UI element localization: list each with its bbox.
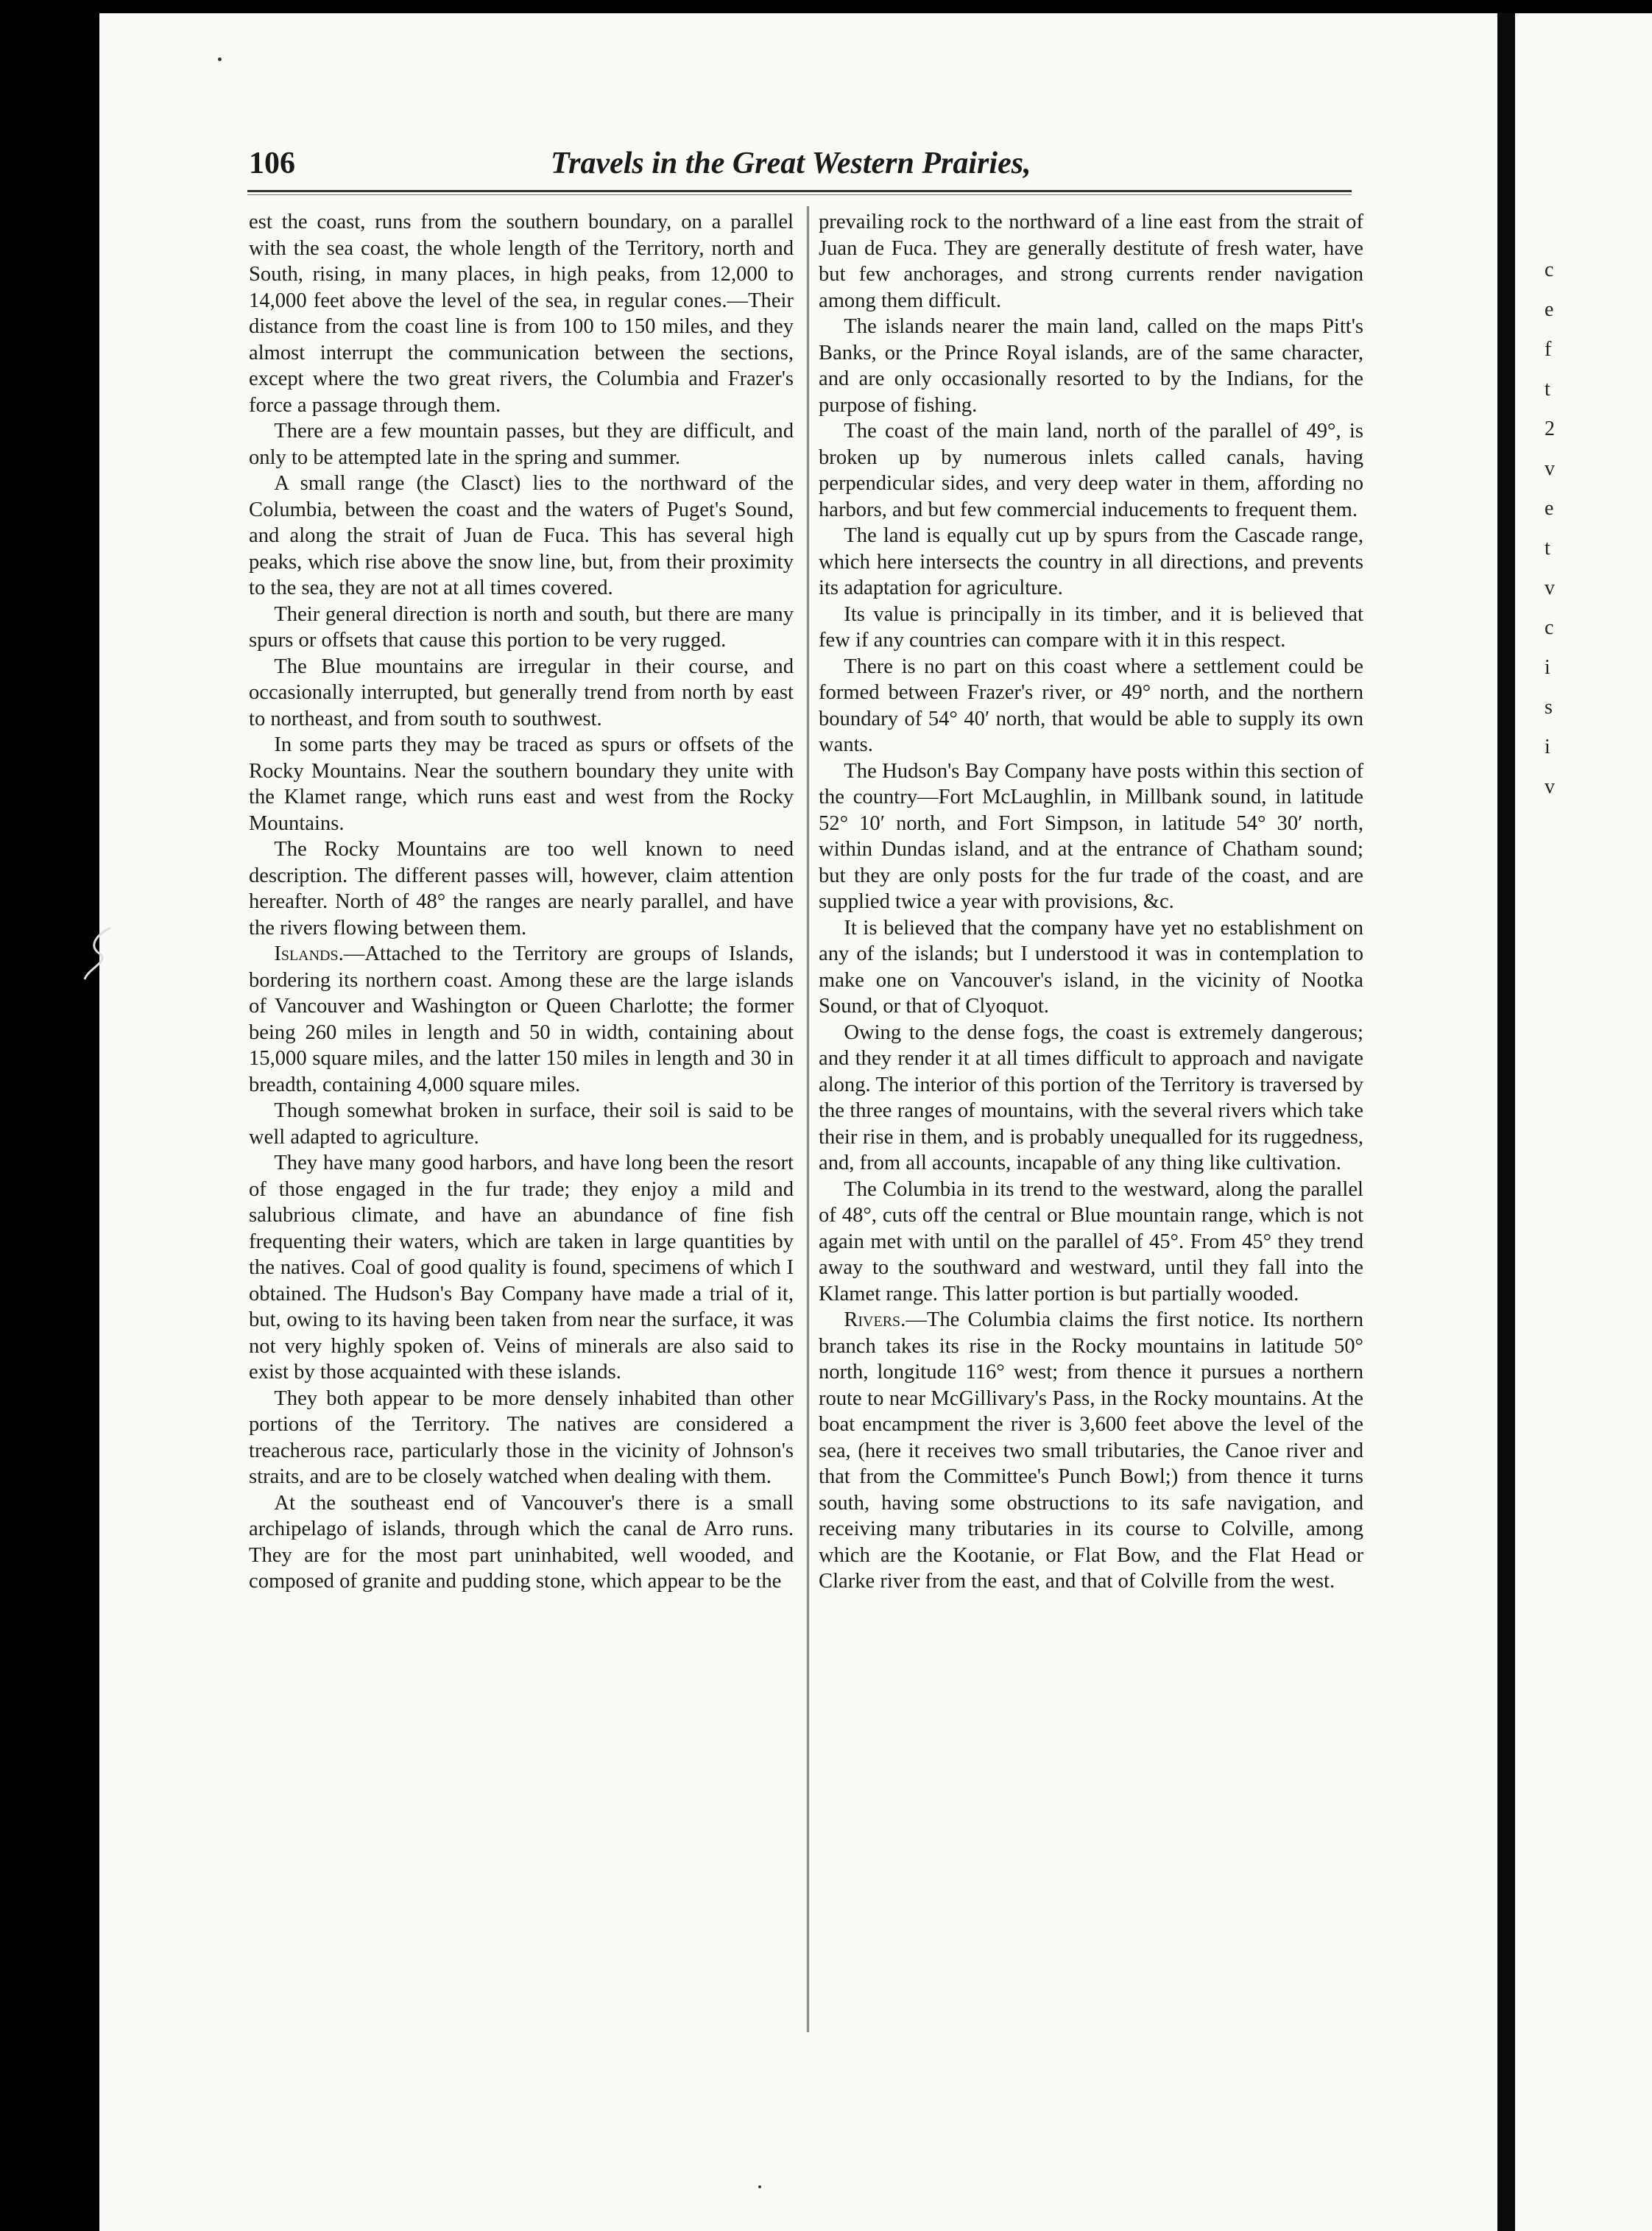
paragraph [819, 1177, 1363, 1308]
paragraph [819, 654, 1363, 758]
scan-speck [218, 57, 222, 61]
paragraph-text: prevailing rock to the northward of a line east from the strait of Juan de Fuca. They are generally destitute of fresh water, have but few anchorages, and strong currents render navigation among them difficult. [819, 211, 1363, 312]
paragraph [249, 941, 794, 1098]
margin-letter: c [1545, 258, 1554, 281]
margin-letter: 2 [1545, 417, 1555, 440]
paragraph-text: In some parts they may be traced as spurs or offsets of the Rocky Mountains. Near the southern boundary they unite with the Klamet range, which runs east and west from the Rocky Mountains. [249, 733, 794, 835]
paragraph [819, 1020, 1363, 1177]
pencil-mark [81, 924, 125, 983]
paragraph [249, 732, 794, 836]
margin-letter: i [1545, 736, 1550, 758]
paragraph-text: —Attached to the Territory are groups of Islands, bordering its northern coast. Among these are the large islands of Vancouver and Washington or Queen Charlotte; the former being 260 miles in length and 50 in width, containing about 15,000 square miles, and the latter 150 miles in length and 30 in breadth, containing 4,000 square miles. [249, 942, 794, 1096]
paragraph-text: Though somewhat broken in surface, their soil is said to be well adapted to agriculture. [249, 1099, 794, 1149]
paragraph [249, 470, 794, 602]
paragraph-text: The Blue mountains are irregular in their course, and occasionally interrupted, but generally trend from north by east to northeast, and from south to southwest. [249, 655, 794, 730]
paragraph [249, 1098, 794, 1150]
paragraph-text: The islands nearer the main land, called on the maps Pitt's Banks, or the Prince Royal islands, are of the same character, and are only occasionally resorted to by the Indians, for the purpose of fishing. [819, 315, 1363, 417]
running-title: Travels in the Great Western Prairies, [551, 147, 1031, 180]
margin-letter: v [1545, 457, 1555, 480]
paragraph-text: They have many good harbors, and have long been the resort of those engaged in the fur trade; they enjoy a mild and salubrious climate, and have an abundance of fine fish frequenting their waters, which are taken in large quantities by the natives. Coal of good quality is found, specimens of which I obtained. The Hudson's Bay Company have made a trial of it, but, owing to its having been taken from near the surface, it was not very highly spoken of. Veins of minerals are also said to exist by those acquainted with these islands. [249, 1152, 794, 1384]
paragraph-text: The Rocky Mountains are too well known to need description. The different passes will, however, claim attention hereafter. North of 48° the ranges are nearly parallel, and have the rivers flowing between them. [249, 838, 794, 940]
scan-speck [758, 2185, 761, 2188]
paragraph-text: The land is equally cut up by spurs from the Cascade range, which here intersects the country in all directions, and prevents its adaptation for agriculture. [819, 524, 1363, 599]
paragraph [249, 1150, 794, 1386]
paragraph [819, 758, 1363, 915]
margin-letter: f [1545, 338, 1552, 361]
margin-letter: v [1545, 577, 1555, 599]
margin-letter: t [1545, 537, 1550, 560]
margin-letter: v [1545, 775, 1555, 798]
running-header [249, 146, 1353, 190]
book-gutter [1497, 13, 1517, 2231]
margin-letter: e [1545, 497, 1554, 520]
page-number: 106 [249, 147, 295, 180]
paragraph-text: It is believed that the company have yet no establishment on any of the islands; but I understood it was in contemplation to make one on Vancouver's island, in the vicinity of Nootka Sound, or that of Clyoquot. [819, 916, 1363, 1018]
facing-page-margin-text [1545, 250, 1574, 807]
paragraph-text: The Hudson's Bay Company have posts within this section of the country—Fort McLaughlin, in Millbank sound, in latitude 52° 10′ north, and Fort Simpson, in latitude 54° 30′ north, within Dundas island, and at the entrance of Chatham sound; but they are only posts for the fur trade of the coast, and are supplied twice a year with provisions, &c. [819, 759, 1363, 913]
facing-page-edge [1515, 13, 1652, 2231]
margin-letter: t [1545, 378, 1550, 401]
margin-letter: e [1545, 298, 1554, 321]
paragraph-text: The Columbia in its trend to the westward, along the parallel of 48°, cuts off the central or Blue mountain range, which is not again met with until on the parallel of 45°. From 45° they trend away to the southward and westward, until they fall into the Klamet range. This latter portion is but partially wooded. [819, 1177, 1363, 1305]
margin-letter: c [1545, 616, 1554, 639]
right-column [819, 209, 1363, 1595]
paragraph-text: —The Columbia claims the first notice. Its northern branch takes its rise in the Rocky mountains in latitude 50° north, longitude 116° west; from thence it pursues a northern route to near McGillivary's Pass, in the Rocky mountains. At the boat encampment the river is 3,600 feet above the level of the sea, (here it receives two small tributaries, the Canoe river and that from the Committee's Punch Bowl;) from thence it turns south, having some obstructions to its safe navigation, and receiving many tributaries in its course to Colville, among which are the Kootanie, or Flat Bow, and the Flat Head or Clarke river from the east, and that of Colville from the west. [819, 1308, 1363, 1593]
margin-letter: s [1545, 696, 1553, 719]
paragraph [249, 602, 794, 654]
paragraph [249, 654, 794, 733]
margin-letter: i [1545, 656, 1550, 679]
paragraph [819, 523, 1363, 602]
paragraph-text: Owing to the dense fogs, the coast is extremely dangerous; and they render it at all times difficult to approach and navigate along. The interior of this portion of the Territory is traversed by the three ranges of mountains, with the several rivers which take their rise in them, and is probably unequalled for its ruggedness, and, from all accounts, incapable of any thing like cultivation. [819, 1021, 1363, 1174]
paragraph [249, 418, 794, 470]
header-rule-thin [247, 194, 1352, 195]
paragraph-text: Its value is principally in its timber, and it is believed that few if any countries can compare with it in this respect. [819, 602, 1363, 652]
paragraph-text: They both appear to be more densely inhabited than other portions of the Territory. The natives are considered a treacherous race, particularly those in the vicinity of Johnson's straits, and are to be closely watched when dealing with them. [249, 1386, 794, 1488]
paragraph [249, 1490, 794, 1595]
paragraph-text: A small range (the Clasct) lies to the northward of the Columbia, between the coast and the waters of Puget's Sound, and along the strait of Juan de Fuca. This has several high peaks, which rise above the snow line, but, from their proximity to the sea, they are not at all times covered. [249, 472, 794, 599]
paragraph [819, 915, 1363, 1020]
paragraph [819, 314, 1363, 418]
paragraph-text: There is no part on this coast where a settlement could be formed between Frazer's river, or 49° north, and the northern boundary of 54° 40′ north, that would be able to supply its own wants. [819, 655, 1363, 756]
paragraph [819, 209, 1363, 314]
paragraph-text: The coast of the main land, north of the parallel of 49°, is broken up by numerous inlets called canals, having perpendicular sides, and very deep water in them, affording no harbors, and but few commercial inducements to frequent them. [819, 420, 1363, 521]
paragraph [249, 209, 794, 418]
header-rule [247, 190, 1352, 192]
paragraph-text: There are a few mountain passes, but they are difficult, and only to be attempted late in the spring and summer. [249, 420, 794, 469]
section-heading: Islands. [274, 942, 344, 965]
column-divider [807, 206, 809, 2032]
paragraph-text: est the coast, runs from the southern boundary, on a parallel with the sea coast, the whole length of the Territory, north and South, rising, in many places, in high peaks, from 12,000 to 14,000 feet above the level of the sea, in regular cones.—Their distance from the coast line is from 100 to 150 miles, and they almost interrupt the communication between the sections, except where the two great rivers, the Columbia and Frazer's force a passage through them. [249, 211, 794, 417]
section-heading: Rivers. [844, 1308, 906, 1331]
paragraph [249, 1386, 794, 1490]
paragraph-text: Their general direction is north and south, but there are many spurs or offsets that cause this portion to be very rugged. [249, 602, 794, 652]
paragraph [249, 836, 794, 941]
paragraph [819, 418, 1363, 523]
paragraph-text: At the southeast end of Vancouver's there is a small archipelago of islands, through which the canal de Arro runs. They are for the most part uninhabited, well wooded, and composed of granite and pudding stone, which appear to be the [249, 1491, 794, 1593]
left-column [249, 209, 794, 1595]
paragraph [819, 1307, 1363, 1595]
paragraph [819, 602, 1363, 654]
